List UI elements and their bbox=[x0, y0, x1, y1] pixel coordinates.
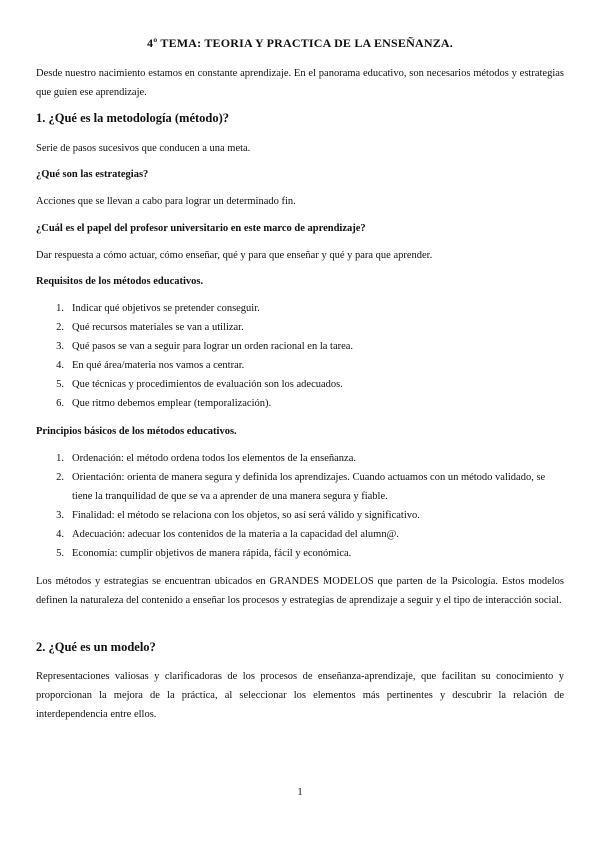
list-item bbox=[36, 394, 564, 413]
list-item bbox=[36, 449, 564, 468]
list-number: 2. bbox=[56, 322, 64, 333]
list-text: Economía: cumplir objetivos de manera rápida, fácil y económica. bbox=[72, 548, 352, 559]
page-title: 4º TEMA: TEORIA Y PRACTICA DE LA ENSEÑANZA. bbox=[147, 36, 453, 50]
list-number: 1. bbox=[56, 303, 64, 314]
list-item bbox=[36, 506, 564, 525]
requirements-heading: Requisitos de los métodos educativos. bbox=[36, 276, 204, 287]
list-number: 5. bbox=[56, 548, 64, 559]
list-item bbox=[36, 468, 564, 506]
list-number: 3. bbox=[56, 510, 64, 521]
list-number: 3. bbox=[56, 341, 64, 352]
strategies-heading: ¿Qué son las estrategias? bbox=[36, 169, 149, 180]
intro-paragraph: Desde nuestro nacimiento estamos en constante aprendizaje. En el panorama educativo, son necesarios métodos y estrategias que guíen ese aprendizaje. bbox=[36, 68, 564, 98]
list-text: Indicar qué objetivos se pretender conseguir. bbox=[72, 303, 260, 314]
list-number: 4. bbox=[56, 529, 64, 540]
list-number: 5. bbox=[56, 379, 64, 390]
list-text: Orientación: orienta de manera segura y definida los aprendizajes. Cuando actuamos con un método validado, se tiene la tranquilidad de que se va a aprender de una manera segura y fiable. bbox=[72, 472, 546, 502]
list-text: Finalidad: el método se relaciona con los objetos, so así será válido y significativo. bbox=[72, 510, 420, 521]
list-item bbox=[36, 356, 564, 375]
list-text: Qué pasos se van a seguir para lograr un orden racional en la tarea. bbox=[72, 341, 354, 352]
list-number: 2. bbox=[56, 472, 64, 483]
section2-text: Representaciones valiosas y clarificadoras de los procesos de enseñanza-aprendizaje, que facilitan su conocimiento y proporcionan la mejora de la práctica, al seleccionar los elementos más pertinentes y descubrir la relación de interdependencia entre ellos. bbox=[36, 671, 564, 720]
list-number: 1. bbox=[56, 453, 64, 464]
list-item bbox=[36, 318, 564, 337]
list-item bbox=[36, 299, 564, 318]
strategies-text: Acciones que se llevan a cabo para lograr un determinado fin. bbox=[36, 196, 296, 207]
role-heading: ¿Cuál es el papel del profesor universitario en este marco de aprendizaje? bbox=[36, 223, 366, 234]
list-text: Que ritmo debemos emplear (temporalización). bbox=[72, 398, 272, 409]
principles-list bbox=[36, 449, 564, 563]
role-text: Dar respuesta a cómo actuar, cómo enseñar, qué y para que enseñar y qué y para que aprender. bbox=[36, 250, 433, 261]
section1-heading: 1. ¿Qué es la metodología (método)? bbox=[36, 111, 230, 125]
list-number: 6. bbox=[56, 398, 64, 409]
list-item bbox=[36, 525, 564, 544]
page-number: 1 bbox=[297, 787, 303, 798]
list-item bbox=[36, 337, 564, 356]
models-paragraph: Los métodos y estrategias se encuentran ubicados en GRANDES MODELOS que parten de la Psicología. Estos modelos definen la naturaleza del contenido a enseñar los procesos y estrategias de aprendizaje a seguir y el tipo de interacción social. bbox=[36, 576, 564, 606]
section1-text: Serie de pasos sucesivos que conducen a una meta. bbox=[36, 143, 251, 154]
list-text: Que técnicas y procedimientos de evaluación son los adecuados. bbox=[72, 379, 343, 390]
list-text: Ordenación: el método ordena todos los elementos de la enseñanza. bbox=[72, 453, 356, 464]
list-text: Adecuación: adecuar los contenidos de la materia a la capacidad del alumn@. bbox=[72, 529, 399, 540]
requirements-list bbox=[36, 299, 564, 413]
list-text: Qué recursos materiales se van a utilizar. bbox=[72, 322, 244, 333]
section2-heading: 2. ¿Qué es un modelo? bbox=[36, 640, 156, 654]
list-number: 4. bbox=[56, 360, 64, 371]
list-item bbox=[36, 375, 564, 394]
principles-heading: Principios básicos de los métodos educativos. bbox=[36, 426, 237, 437]
list-text: En qué área/materia nos vamos a centrar. bbox=[72, 360, 245, 371]
list-item bbox=[36, 544, 564, 563]
